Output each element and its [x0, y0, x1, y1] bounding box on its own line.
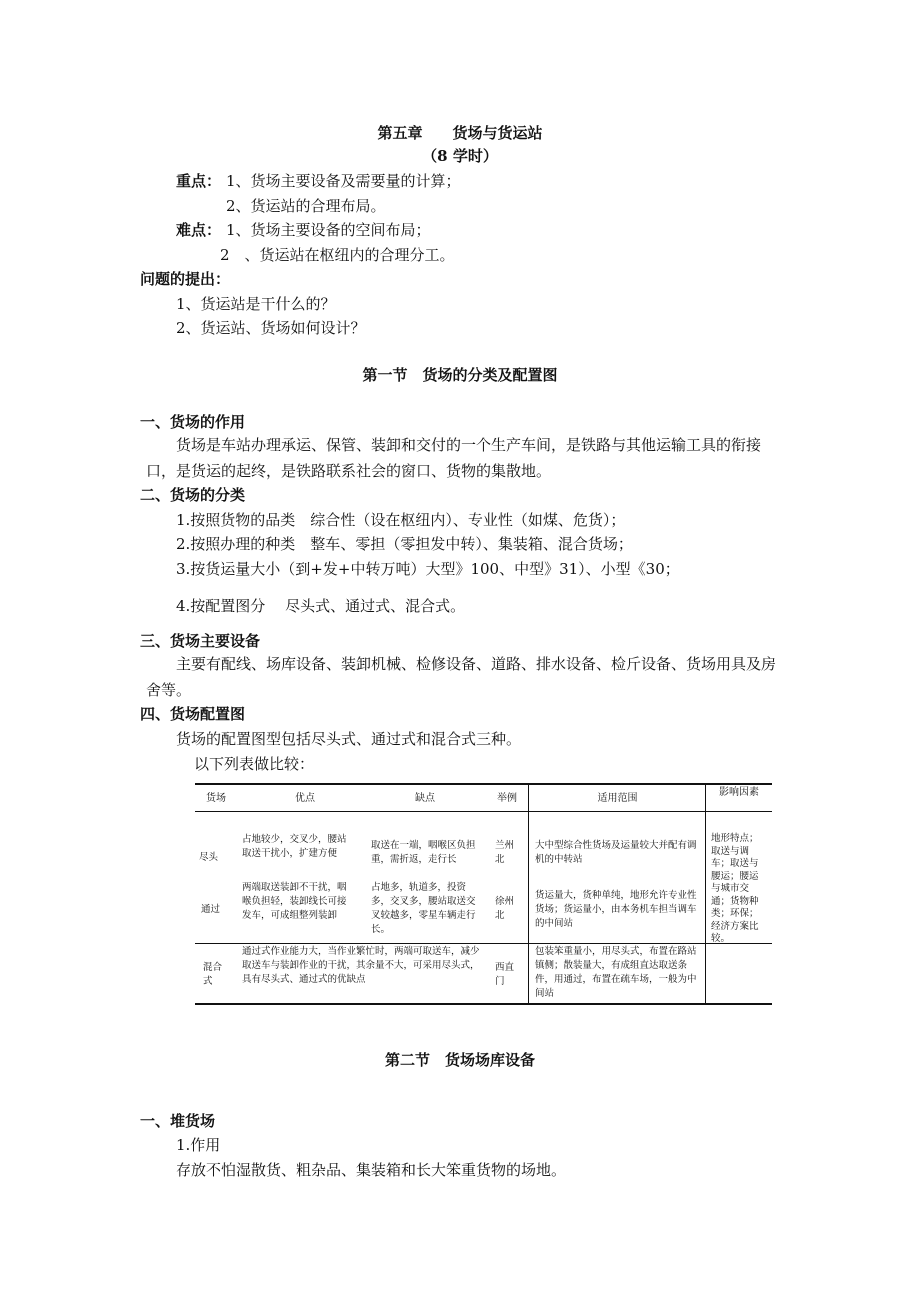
section1-paragraph-4b: 以下列表做比较：: [194, 755, 315, 773]
table-header-cell: 优点: [295, 793, 315, 804]
table-header-cell: 举例: [497, 793, 517, 804]
focus-label: 重点：: [176, 172, 222, 190]
question-1: 1、货运站是干什么的？: [176, 295, 336, 313]
section1-heading-3: 三、货场主要设备: [140, 632, 261, 650]
table-cell-pros: 占地较少，交叉少，腰站取送干扰小，扩建方便: [242, 834, 347, 859]
table-cell-pros: 两端取送装卸不干扰，咽喉负担轻，装卸线长可接发车，可成组整列装卸: [242, 882, 347, 921]
table-cell-pros: 通过式作业能力大，当作业繁忙时，两端可取送车，减少取送车与装卸作业的干扰，其余量不大，可采用尽头式，具有尽头式、通过式的优缺点: [242, 946, 480, 985]
table-col-divider: [705, 783, 706, 1005]
table-row-rule: [195, 943, 772, 944]
section2-heading-1: 一、堆货场: [140, 1112, 216, 1130]
section2-paragraph-1: 存放不怕湿散货、粗杂品、集装箱和长大笨重货物的场地。: [176, 1161, 567, 1179]
section1-heading-2: 二、货场的分类: [140, 486, 246, 504]
table-cell-type: 混合式: [203, 962, 223, 987]
classification-2: 2.按照办理的种类 整车、零担（零担发中转）、集装箱、混合货场；: [176, 535, 633, 553]
table-cell-scope: 包装笨重量小，用尽头式，布置在路站镇侧；散装量大，有成组直达取送条件，用通过，布置在疏车场，一般为中间站: [535, 946, 697, 999]
table-cell-scope: 货运量大，货种单纯，地形允许专业性货场；货运量小，由本务机车担当调车的中间站: [535, 890, 697, 929]
focus-item-2: 2、货运站的合理布局。: [226, 197, 386, 215]
section2-title: 第二节 货场场库设备: [384, 1051, 535, 1069]
section1-heading-1: 一、货场的作用: [140, 413, 246, 431]
table-header-cell: 影响因素: [719, 787, 759, 798]
question-2: 2、货运站、货场如何设计？: [176, 319, 366, 337]
section2-subheading-1: 1.作用: [176, 1136, 221, 1154]
table-col-divider: [528, 783, 529, 1005]
section1-paragraph-1: 货场是车站办理承运、保管、装卸和交付的一个生产车间，是铁路与其他运输工具的衔接口，是货运的起终，是铁路联系社会的窗口、货物的集散地。: [146, 436, 762, 480]
table-header-cell: 缺点: [415, 793, 435, 804]
classification-1: 1.按照货物的品类 综合性（设在枢纽内）、专业性（如煤、危货）；: [176, 511, 626, 529]
table-bottom-rule: [195, 1003, 772, 1005]
table-cell-example: 西直门: [495, 962, 515, 987]
difficulty-label: 难点：: [176, 221, 222, 239]
difficulty-item-1: 1、货场主要设备的空间布局；: [226, 221, 431, 239]
focus-item-1: 1、货场主要设备及需要量的计算；: [226, 172, 461, 190]
table-header-cell: 适用范围: [597, 793, 638, 804]
table-cell-type: 尽头: [199, 852, 219, 863]
section1-heading-4: 四、货场配置图: [140, 705, 246, 723]
table-cell-type: 通过: [201, 904, 221, 915]
table-header-rule: [195, 811, 772, 812]
table-header-cell: 货场: [206, 793, 226, 804]
chapter-hours: （8 学时）: [422, 147, 498, 165]
comparison-table: [195, 783, 772, 1005]
table-cell-cons: 占地多，轨道多，投资多，交叉多，腰站取送交叉较越多，零星车辆走行长。: [371, 882, 476, 935]
table-cell-factors: 地形特点；取送与调车；取送与腰运；腰运与城市交通；货物种类；环保；经济方案比较。: [711, 833, 759, 944]
section1-paragraph-3: 主要有配线、场库设备、装卸机械、检修设备、道路、排水设备、检斤设备、货场用具及房舍等。: [146, 655, 777, 699]
difficulty-item-2: 2 、货运站在枢纽内的合理分工。: [220, 246, 455, 264]
table-cell-scope: 大中型综合性货场及运量较大并配有调机的中转站: [535, 840, 697, 865]
questions-heading: 问题的提出：: [140, 270, 231, 288]
section1-title: 第一节 货场的分类及配置图: [362, 366, 558, 384]
table-cell-example: 兰州北: [495, 840, 515, 865]
classification-3: 3.按货运量大小（到+发+中转万吨）大型》100、中型》31）、小型《30；: [176, 560, 680, 578]
table-top-rule: [195, 783, 772, 785]
section1-paragraph-4: 货场的配置图型包括尽头式、通过式和混合式三种。: [176, 730, 522, 748]
chapter-title: 第五章 货场与货运站: [377, 124, 543, 142]
table-cell-example: 徐州北: [495, 896, 515, 921]
classification-4: 4.按配置图分 尽头式、通过式、混合式。: [176, 597, 466, 615]
table-cell-cons: 取送在一端，咽喉区负担重，需折返，走行长: [371, 840, 476, 865]
